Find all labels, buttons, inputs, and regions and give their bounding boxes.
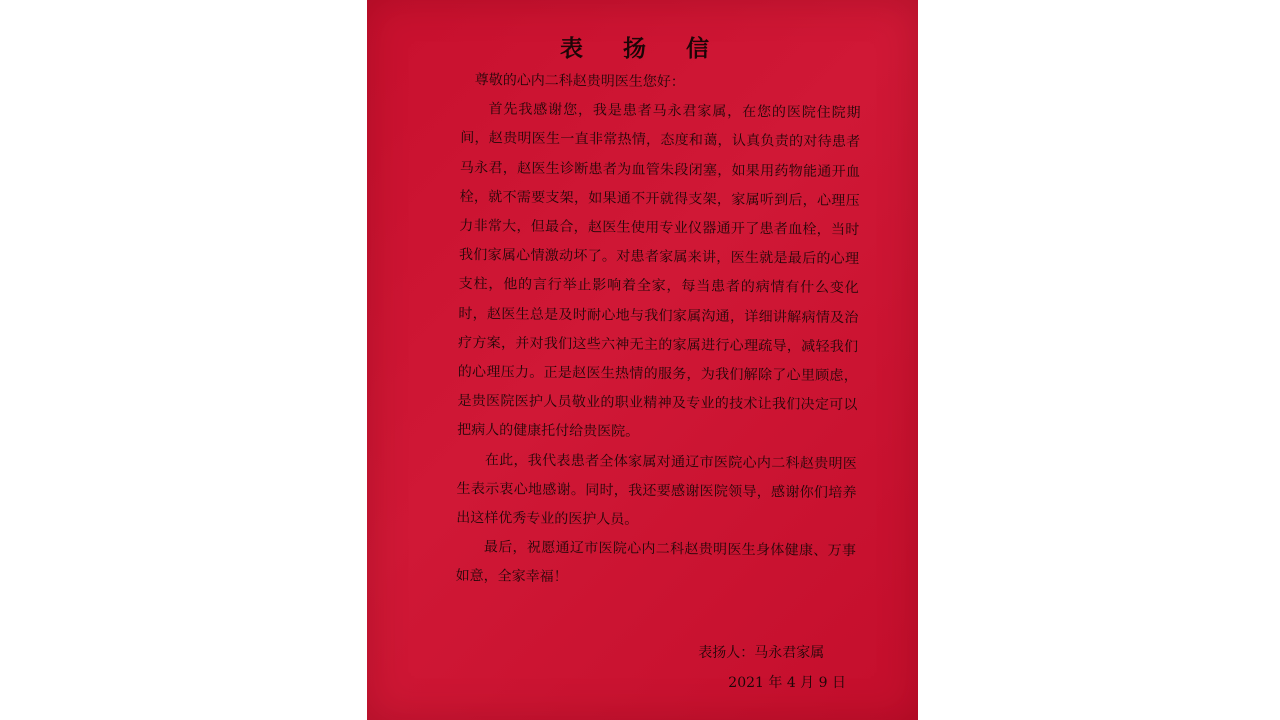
letter-body [455,66,860,596]
commendation-letter [367,0,918,720]
letter-signature: 表扬人：马永君家属 [698,645,825,661]
letter-paragraph: 在此，我代表患者全体家属对通辽市医院心内二科赵贵明医生表示衷心地感谢。同时，我还要感谢医院领导，感谢你们培养出这样优秀专业的医护人员。 [456,451,857,528]
letter-date: 2021 年 4 月 9 日 [728,675,846,691]
letter-salutation: 尊敬的心内二科赵贵明医生您好： [474,72,685,91]
letter-paragraph: 最后，祝愿通辽市医院心内二科赵贵明医生身体健康、万事如意，全家幸福！ [455,539,857,586]
letter-title: 表 扬 信 [559,35,725,62]
signature-block [698,638,846,698]
letter-paragraph: 首先我感谢您，我是患者马永君家属，在您的医院住院期间，赵贵明医生一直非常热情，态度和蔼，认真负责的对待患者马永君，赵医生诊断患者为血管朱段闭塞，如果用药物能通开血栓，就不需要支架，如果通不开就得支架，家属听到后，心理压力非常大，但最合，赵医生使用专业仪器通开了患者血栓，当时我们家属心情激动坏了。对患者家属来讲，医生就是最后的心理支柱，他的言行举止影响着全家，每当患者的病情有什么变化时，赵医生总是及时耐心地与我们家属沟通，详细讲解病情及治疗方案，并对我们这些六神无主的家属进行心理疏导，减轻我们的心理压力。正是赵医生热情的服务，为我们解除了心里顾虑，是贵医院医护人员敬业的职业精神及专业的技术让我们决定可以把病人的健康托付给贵医院。 [457,101,861,441]
